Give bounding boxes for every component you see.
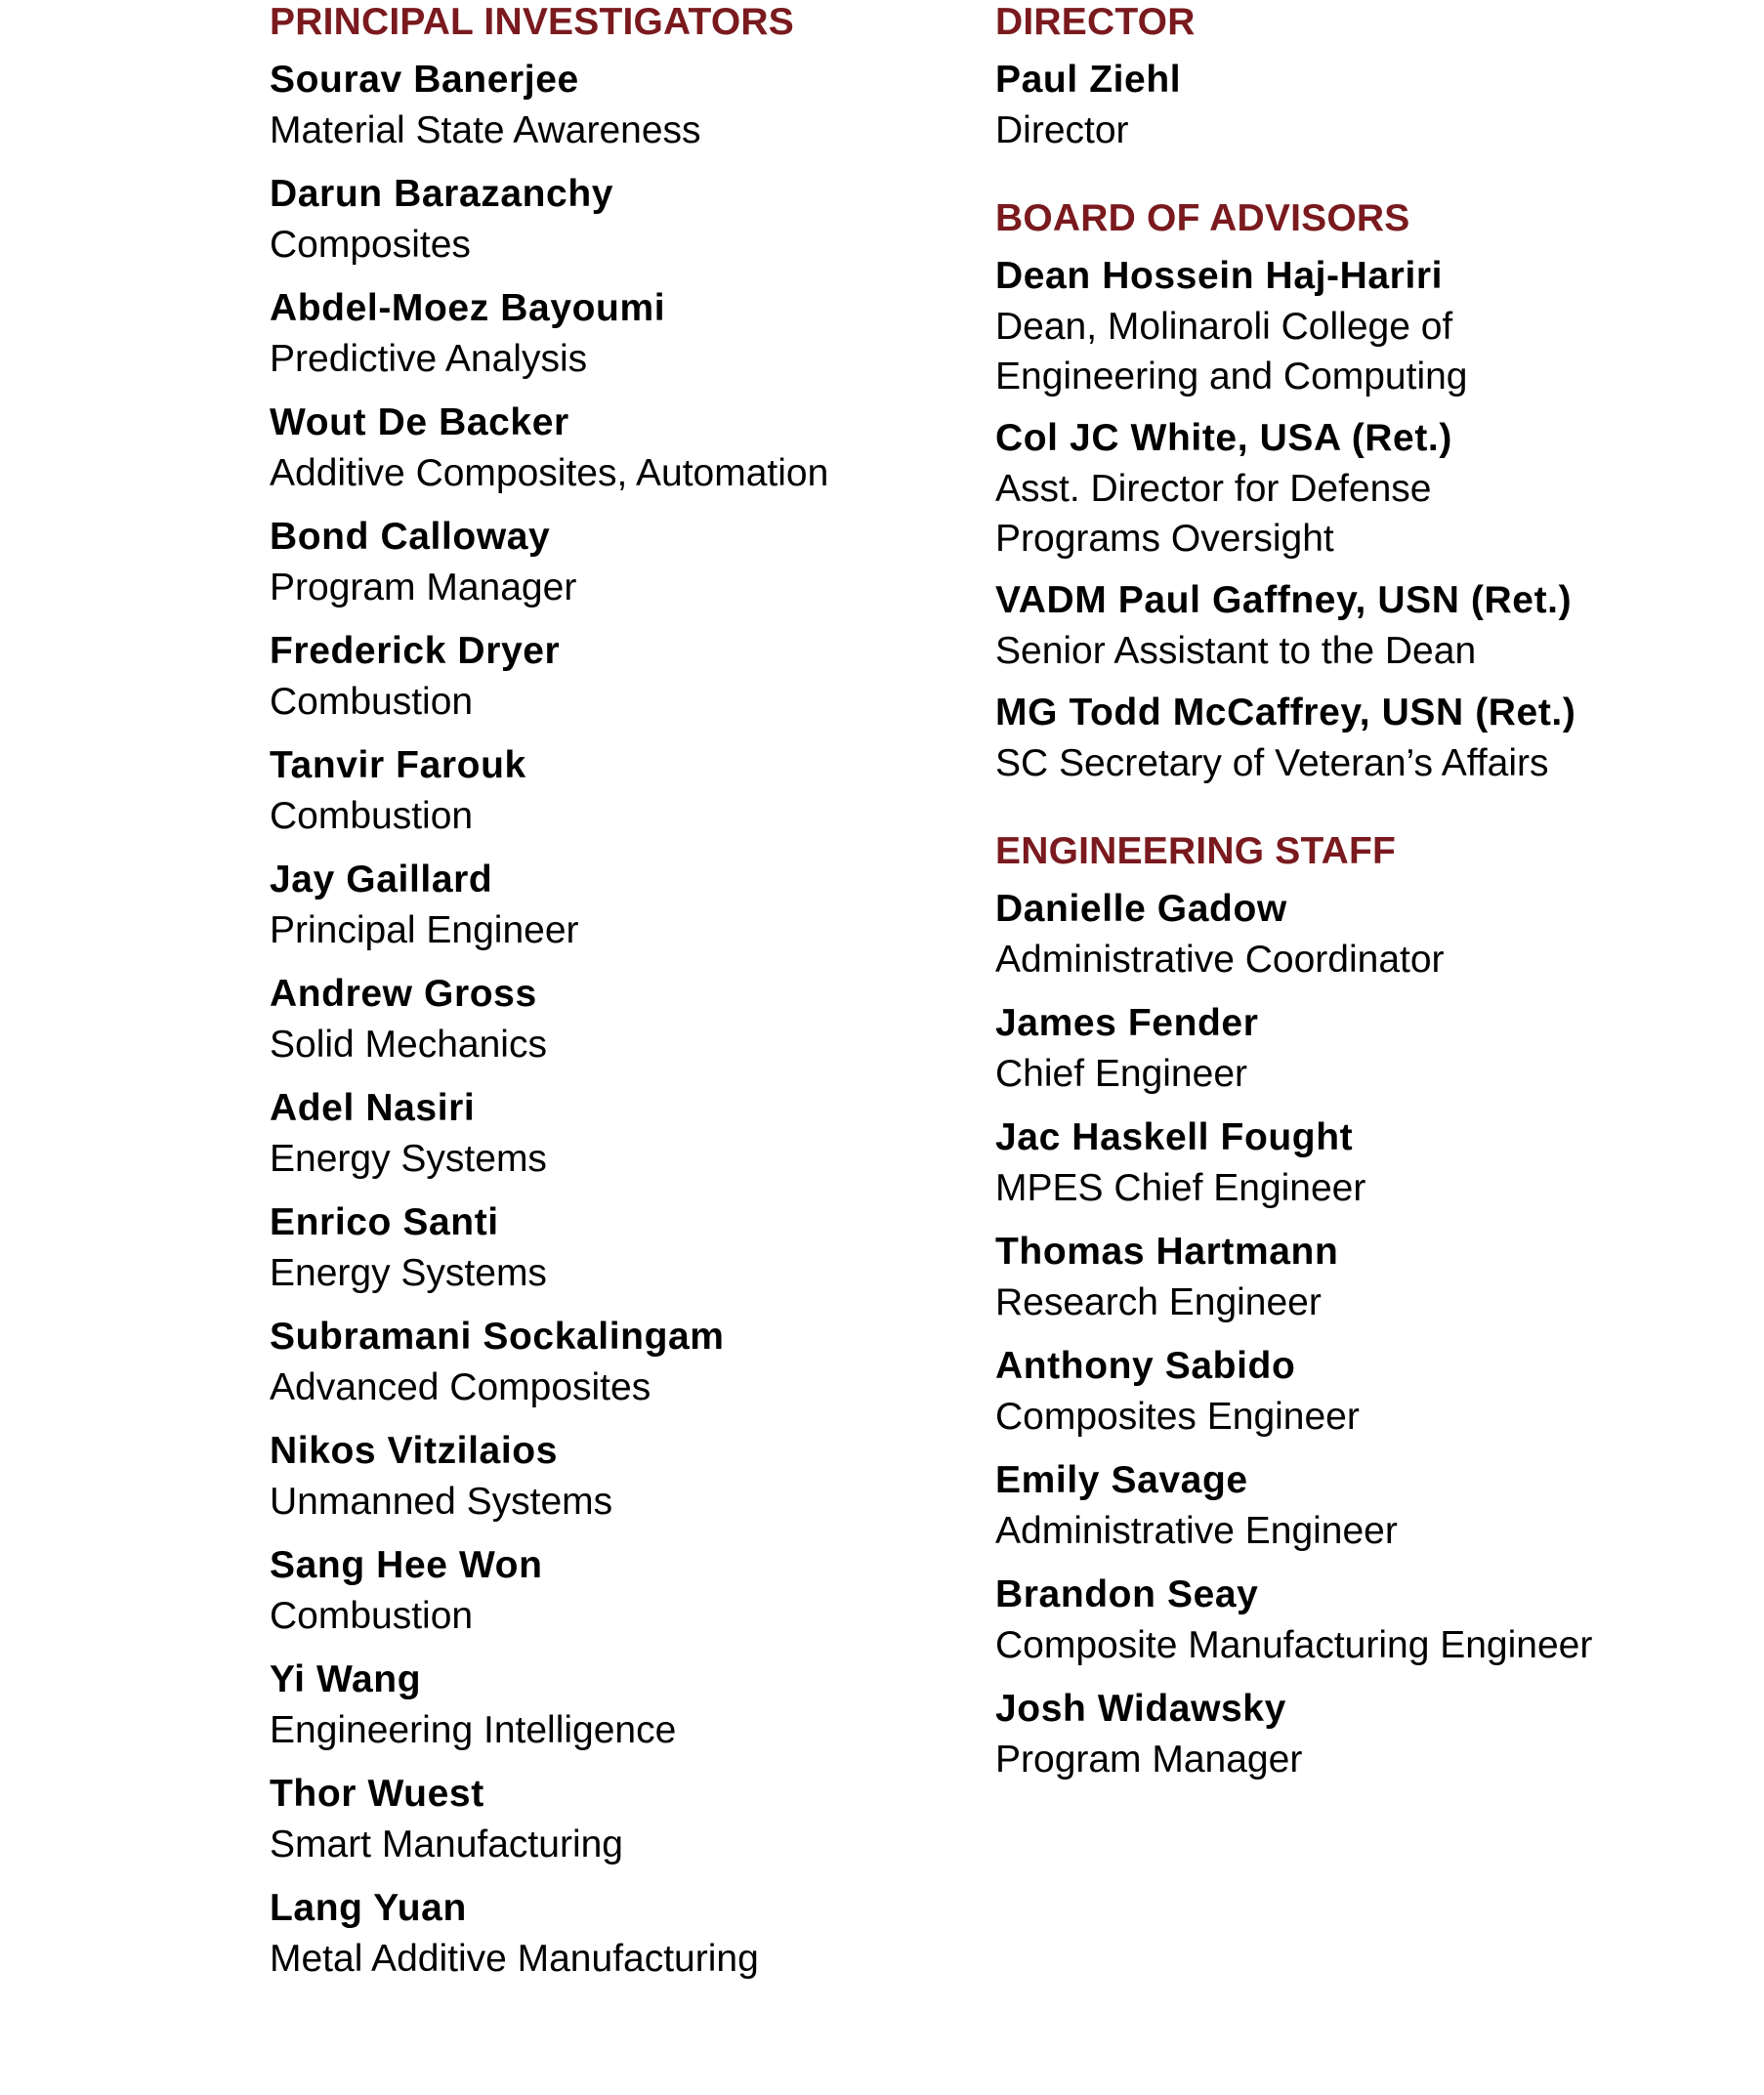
person-name: Nikos Vitzilaios: [270, 1430, 558, 1472]
person-entry: [270, 1197, 953, 1298]
person-role: Engineering and Computing: [995, 356, 1468, 398]
person-entry: [270, 969, 953, 1069]
person-entry: [995, 575, 1738, 676]
person-entry: [270, 740, 953, 841]
person-entry: [270, 169, 953, 270]
board-of-advisors-heading: BOARD OF ADVISORS: [995, 197, 1410, 239]
person-role: Program Manager: [995, 1739, 1303, 1781]
person-role: Administrative Coordinator: [995, 939, 1445, 981]
person-name: Josh Widawsky: [995, 1688, 1286, 1730]
person-entry: [270, 1083, 953, 1184]
person-role: SC Secretary of Veteran’s Affairs: [995, 742, 1549, 784]
person-role: Composites Engineer: [995, 1396, 1360, 1438]
person-name: Brandon Seay: [995, 1573, 1259, 1615]
person-role: Combustion: [270, 1595, 474, 1637]
engineering-staff-list: [995, 884, 1738, 1784]
engineering-staff-heading: ENGINEERING STAFF: [995, 830, 1397, 872]
person-entry: [995, 1227, 1738, 1327]
person-role: Energy Systems: [270, 1138, 547, 1180]
person-role: Program Manager: [270, 566, 577, 608]
director-list: [995, 55, 1738, 155]
person-role: Combustion: [270, 795, 474, 837]
person-entry: [995, 1112, 1738, 1213]
person-role: Asst. Director for Defense: [995, 468, 1432, 510]
person-name: Danielle Gadow: [995, 888, 1287, 930]
person-entry: [270, 1540, 953, 1641]
person-role: Engineering Intelligence: [270, 1709, 677, 1751]
person-role: Material State Awareness: [270, 109, 701, 151]
person-role: Energy Systems: [270, 1252, 547, 1294]
person-entry: [995, 998, 1738, 1099]
person-entry: [270, 855, 953, 955]
person-entry: [995, 688, 1738, 788]
person-role: Chief Engineer: [995, 1053, 1247, 1095]
director-section: [995, 0, 1738, 155]
person-name: Paul Ziehl: [995, 59, 1182, 101]
person-name: Bond Calloway: [270, 516, 551, 558]
person-name: Subramani Sockalingam: [270, 1316, 725, 1358]
person-entry: [995, 884, 1738, 985]
person-name: Tanvir Farouk: [270, 744, 526, 786]
person-name: Adel Nasiri: [270, 1087, 476, 1129]
person-role: Combustion: [270, 681, 474, 723]
person-entry: [995, 1455, 1738, 1556]
person-role: Principal Engineer: [270, 909, 579, 951]
person-name: Sang Hee Won: [270, 1544, 543, 1586]
person-name: Andrew Gross: [270, 973, 537, 1015]
person-entry: [270, 1426, 953, 1527]
person-entry: [270, 55, 953, 155]
person-entry: [995, 251, 1738, 401]
person-name: Anthony Sabido: [995, 1345, 1296, 1387]
person-entry: [995, 1684, 1738, 1784]
person-role: Smart Manufacturing: [270, 1823, 623, 1865]
person-role: Administrative Engineer: [995, 1510, 1398, 1552]
person-role: Predictive Analysis: [270, 338, 588, 380]
person-role: Metal Additive Manufacturing: [270, 1938, 759, 1980]
person-role: Unmanned Systems: [270, 1481, 613, 1523]
person-entry: [995, 55, 1738, 155]
person-name: Enrico Santi: [270, 1201, 499, 1243]
engineering-staff-section: [995, 829, 1738, 1784]
person-entry: [270, 283, 953, 384]
person-entry: [270, 512, 953, 612]
person-role: Composites: [270, 224, 471, 266]
person-name: Emily Savage: [995, 1459, 1248, 1501]
person-role: Solid Mechanics: [270, 1024, 547, 1066]
person-name: Jac Haskell Fought: [995, 1116, 1354, 1158]
principal-investigators-column: [270, 0, 953, 1984]
person-name: Jay Gaillard: [270, 859, 493, 901]
person-role: Dean, Molinaroli College of: [995, 306, 1453, 348]
person-entry: [270, 626, 953, 727]
person-entry: [270, 398, 953, 498]
principal-investigators-list: [270, 55, 953, 1984]
person-name: Thomas Hartmann: [995, 1231, 1339, 1273]
board-of-advisors-list: [995, 251, 1738, 788]
person-role: Director: [995, 109, 1129, 151]
person-name: Lang Yuan: [270, 1887, 467, 1929]
person-name: VADM Paul Gaffney, USN (Ret.): [995, 579, 1573, 621]
person-name: Sourav Banerjee: [270, 59, 579, 101]
person-name: James Fender: [995, 1002, 1259, 1044]
board-of-advisors-section: [995, 196, 1738, 788]
person-entry: [995, 1341, 1738, 1442]
person-name: MG Todd McCaffrey, USN (Ret.): [995, 691, 1576, 733]
person-entry: [995, 413, 1738, 564]
person-role: MPES Chief Engineer: [995, 1167, 1366, 1209]
person-role: Additive Composites, Automation: [270, 452, 829, 494]
person-name: Dean Hossein Haj-Hariri: [995, 255, 1444, 297]
person-entry: [270, 1769, 953, 1869]
person-name: Yi Wang: [270, 1658, 422, 1700]
leadership-column: [995, 0, 1738, 1784]
person-name: Darun Barazanchy: [270, 173, 614, 215]
person-role: Programs Oversight: [995, 518, 1334, 560]
person-name: Wout De Backer: [270, 401, 569, 443]
person-name: Col JC White, USA (Ret.): [995, 417, 1452, 459]
person-name: Thor Wuest: [270, 1773, 484, 1815]
person-entry: [995, 1570, 1738, 1670]
principal-investigators-heading: PRINCIPAL INVESTIGATORS: [270, 1, 794, 43]
director-heading: DIRECTOR: [995, 1, 1196, 43]
person-role: Composite Manufacturing Engineer: [995, 1624, 1593, 1666]
person-role: Research Engineer: [995, 1281, 1322, 1323]
person-name: Abdel-Moez Bayoumi: [270, 287, 666, 329]
person-entry: [270, 1312, 953, 1412]
person-name: Frederick Dryer: [270, 630, 561, 672]
person-entry: [270, 1655, 953, 1755]
person-role: Senior Assistant to the Dean: [995, 630, 1477, 672]
person-role: Advanced Composites: [270, 1366, 651, 1408]
person-entry: [270, 1883, 953, 1984]
